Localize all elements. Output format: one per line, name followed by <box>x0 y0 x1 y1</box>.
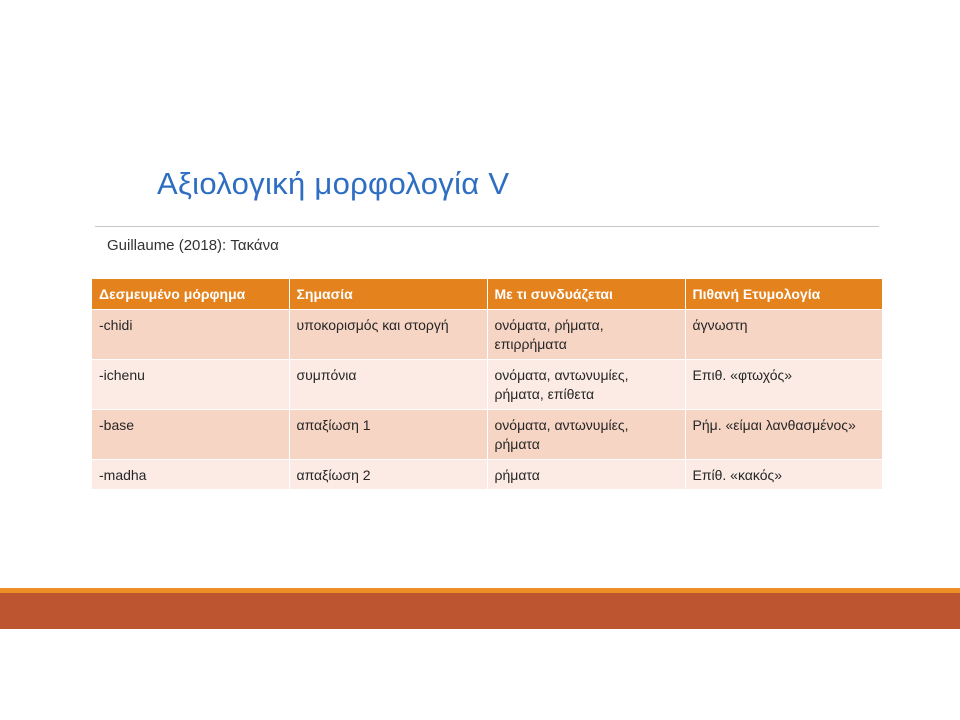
table-row <box>92 460 882 490</box>
table-row <box>92 410 882 460</box>
footer-band <box>0 593 960 629</box>
slide-subtitle: Guillaume (2018): Τακάνα <box>107 237 279 254</box>
cell-morpheme: -madha <box>92 460 289 490</box>
cell-morpheme: -ichenu <box>92 360 289 410</box>
slide-title: Αξιολογική μορφολογία V <box>157 166 510 201</box>
cell-combines-with: ρήματα <box>487 460 685 490</box>
header-combines-with: Με τι συνδυάζεται <box>487 279 685 310</box>
header-morpheme: Δεσμευμένο μόρφημα <box>92 279 289 310</box>
cell-etymology: Ρήμ. «είμαι λανθασμένος» <box>685 410 882 460</box>
cell-morpheme: -base <box>92 410 289 460</box>
cell-etymology: Επιθ. «φτωχός» <box>685 360 882 410</box>
cell-meaning: απαξίωση 2 <box>289 460 487 490</box>
table-row <box>92 360 882 410</box>
cell-etymology: Επίθ. «κακός» <box>685 460 882 490</box>
cell-combines-with: ονόματα, ρήματα, επιρρήματα <box>487 310 685 360</box>
table-row <box>92 310 882 360</box>
cell-etymology: άγνωστη <box>685 310 882 360</box>
morpheme-table <box>92 279 882 489</box>
cell-combines-with: ονόματα, αντωνυμίες, ρήματα <box>487 410 685 460</box>
header-meaning: Σημασία <box>289 279 487 310</box>
cell-meaning: συμπόνια <box>289 360 487 410</box>
table-header-row <box>92 279 882 310</box>
header-etymology: Πιθανή Ετυμολογία <box>685 279 882 310</box>
title-divider <box>95 226 879 227</box>
cell-combines-with: ονόματα, αντωνυμίες, ρήματα, επίθετα <box>487 360 685 410</box>
cell-meaning: υποκορισμός και στοργή <box>289 310 487 360</box>
cell-meaning: απαξίωση 1 <box>289 410 487 460</box>
cell-morpheme: -chidi <box>92 310 289 360</box>
